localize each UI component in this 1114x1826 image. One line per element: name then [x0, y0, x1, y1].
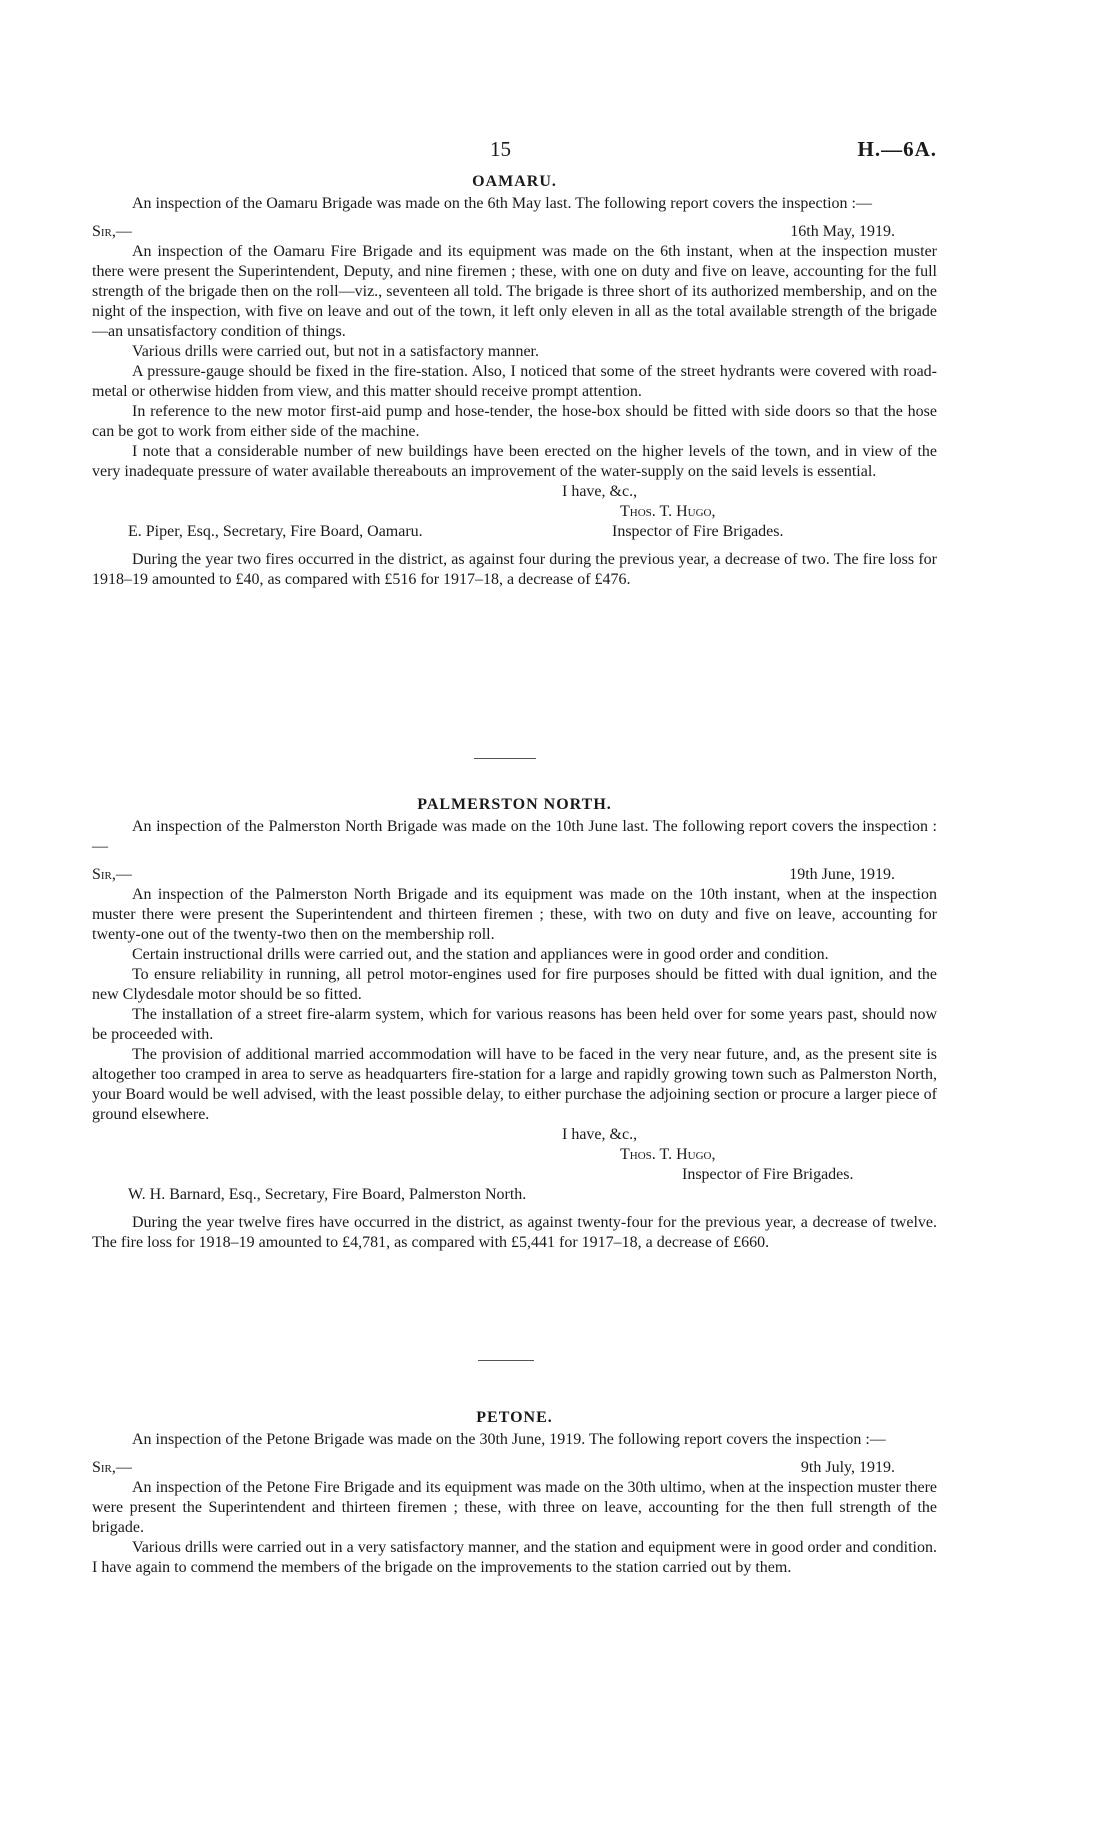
salutation: Sir,— [92, 223, 132, 240]
page-number: 15 [490, 137, 511, 161]
salutation: Sir,— [92, 866, 132, 883]
signature-block [92, 482, 937, 502]
signer-name: Thos. T. Hugo, [620, 503, 716, 520]
letter-paragraph: To ensure reliability in running, all petrol motor-engines used for fire purposes should be fitted with dual ignition, and the new Clydesdale motor should be so fitted. [92, 966, 937, 1003]
letter-paragraph: Certain instructional drills were carried out, and the station and appliances were in good order and condition. [132, 946, 829, 963]
page-header [92, 137, 937, 161]
annual-summary: During the year two fires occurred in the district, as against four during the previous year, a decrease of two. The fire loss for 1918–19 amounted to £40, as compared with £516 for 1917–18, a decrease of £476. [92, 551, 937, 588]
signer-title: Inspector of Fire Brigades. [682, 1166, 854, 1183]
signer-name: Thos. T. Hugo, [620, 1146, 716, 1163]
letter-paragraph: Various drills were carried out, but not in a satisfactory manner. [132, 343, 539, 360]
letter-date: 9th July, 1919. [800, 1459, 895, 1476]
document-page [92, 0, 937, 1826]
letter-paragraph: An inspection of the Petone Fire Brigade and its equipment was made on the 30th ultimo, when at the inspection muster there were present the Superintendent and thirteen firemen ; these, with three on leave, accounting for the then full strength of the brigade. [92, 1479, 937, 1536]
section-palmerston-north [92, 795, 937, 1253]
closing-line: I have, &c., [562, 1126, 638, 1143]
section-intro: An inspection of the Oamaru Brigade was made on the 6th May last. The following report covers the inspection :— [132, 195, 872, 212]
salutation: Sir,— [92, 1459, 132, 1476]
letter-date: 16th May, 1919. [790, 223, 895, 240]
section-divider [474, 758, 536, 759]
signature-row [92, 1145, 937, 1165]
section-intro: An inspection of the Palmerston North Brigade was made on the 10th June last. The following report covers the inspection :— [92, 818, 937, 855]
letter-paragraph: Various drills were carried out in a very satisfactory manner, and the station and equipment were in good order and condition. I have again to commend the members of the brigade on the improvements to the station carried out by them. [92, 1539, 937, 1576]
signer-title: Inspector of Fire Brigades. [612, 523, 784, 540]
section-oamaru [92, 172, 937, 590]
addressee: W. H. Barnard, Esq., Secretary, Fire Board, Palmerston North. [128, 1186, 527, 1203]
section-title: OAMARU. [472, 173, 557, 190]
signature-row [92, 1185, 937, 1205]
letter-paragraph: I note that a considerable number of new buildings have been erected on the higher levels of the town, and in view of the very inadequate pressure of water available thereabouts an improvement of the water-supply on the said levels is essential. [92, 443, 937, 480]
signature-row [92, 1165, 937, 1185]
section-title: PALMERSTON NORTH. [417, 796, 612, 813]
letter-paragraph: An inspection of the Palmerston North Brigade and its equipment was made on the 10th instant, when at the inspection muster there were present the Superintendent and thirteen firemen ; these, with two on duty and five on leave, accounting for twenty-one out of the twenty-two then on the membership roll. [92, 886, 937, 943]
letter-heading [92, 1458, 937, 1478]
letter-paragraph: The installation of a street fire-alarm system, which for various reasons has been held over for some years past, should now be proceeded with. [92, 1006, 937, 1043]
letter-date: 19th June, 1919. [789, 866, 895, 883]
section-divider [478, 1360, 534, 1361]
section-intro: An inspection of the Petone Brigade was made on the 30th June, 1919. The following report covers the inspection :— [132, 1431, 886, 1448]
signature-row [92, 502, 937, 522]
letter-paragraph: A pressure-gauge should be fixed in the fire-station. Also, I noticed that some of the street hydrants were covered with road-metal or otherwise hidden from view, and this matter should receive prompt attention. [92, 363, 937, 400]
signature-row [92, 522, 937, 542]
section-title: PETONE. [476, 1409, 553, 1426]
letter-heading [92, 222, 937, 242]
letter-heading [92, 865, 937, 885]
letter-paragraph: The provision of additional married accommodation will have to be faced in the very near future, and, as the present site is altogether too cramped in area to serve as headquarters fire-station for a large and rapidly growing town such as Palmerston North, your Board would be well advised, with the least possible delay, to either purchase the adjoining section or procure a larger piece of ground elsewhere. [92, 1046, 937, 1123]
closing-line: I have, &c., [562, 483, 638, 500]
section-petone [92, 1408, 937, 1578]
letter-paragraph: In reference to the new motor first-aid pump and hose-tender, the hose-box should be fitted with side doors so that the hose can be got to work from either side of the machine. [92, 403, 937, 440]
annual-summary: During the year twelve fires have occurred in the district, as against twenty-four for the previous year, a decrease of twelve. The fire loss for 1918–19 amounted to £4,781, as compared with £5,441 for 1917–18, a decrease of £660. [92, 1214, 937, 1251]
document-reference: H.—6A. [857, 137, 937, 161]
addressee: E. Piper, Esq., Secretary, Fire Board, Oamaru. [128, 523, 423, 540]
letter-paragraph: An inspection of the Oamaru Fire Brigade and its equipment was made on the 6th instant, when at the inspection muster there were present the Superintendent, Deputy, and nine firemen ; these, with one on duty and five on leave, accounting for the full strength of the brigade then on the roll—viz., seventeen all told. The brigade is three short of its authorized membership, and on the night of the inspection, with five on leave and out of the town, it left only eleven in all as the total available strength of the brigade—an unsatisfactory condition of things. [92, 243, 937, 340]
signature-block [92, 1125, 937, 1145]
